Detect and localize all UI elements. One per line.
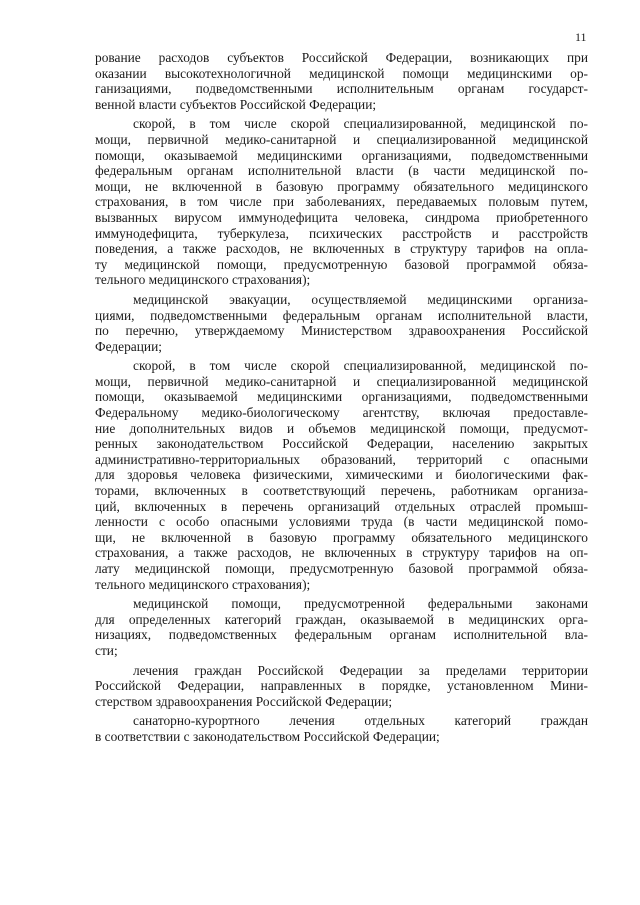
text-line: венной власти субъектов Российской Федерации; — [95, 96, 377, 112]
text-line: медицинской помощи, предусмотренной федеральными законами — [133, 596, 588, 612]
text-line: мощи, первичной медико-санитарной и специализированной медицинской — [95, 373, 588, 389]
text-line: ганизациями, подведомственными исполнительным органам государст- — [95, 81, 588, 97]
text-line: помощи, оказываемой медицинскими организациями, подведомственными — [95, 389, 588, 405]
text-line: циями, подведомственными федеральным органам исполнительной власти, — [95, 307, 588, 323]
text-line: санаторно-курортного лечения отдельных категорий граждан — [133, 713, 588, 729]
text-line: федеральным органам исполнительной власти (в части медицинской по- — [95, 163, 588, 179]
text-line: в соответствии с законодательством Российской Федерации; — [95, 728, 440, 744]
paragraph-emergency-fmba — [95, 358, 588, 592]
text-line: оказании высокотехнологичной медицинской помощи медицинскими ор- — [95, 65, 588, 81]
text-line: по перечню, утверждаемому Министерством здравоохранения Российской — [95, 323, 588, 339]
text-line: торами, включенных в соответствующий перечень, работникам организа- — [95, 483, 588, 499]
text-line: лечения граждан Российской Федерации за пределами территории — [133, 662, 588, 678]
text-line: стерством здравоохранения Российской Федерации; — [95, 693, 393, 709]
text-line: ленности с особо опасными условиями труда (в части медицинской помо- — [95, 514, 588, 530]
paragraph-medical-evacuation — [95, 292, 588, 354]
text-line: административно-территориальных образований, территорий с опасными — [95, 451, 588, 467]
text-line: рование расходов субъектов Российской Федерации, возникающих при — [95, 50, 588, 65]
text-line: поведения, а также расходов, не включенных в структуру тарифов на опла- — [95, 241, 588, 257]
text-line: помощи, оказываемой медицинскими организациями, подведомственными — [95, 147, 588, 163]
paragraph-federal-laws-categories — [95, 596, 588, 658]
text-line: сти; — [95, 642, 118, 658]
text-line: тельного медицинского страхования); — [95, 576, 311, 592]
text-line: мощи, первичной медико-санитарной и специализированной медицинской — [95, 131, 588, 147]
text-line: лату медицинской помощи, предусмотренную базовой программой обяза- — [95, 561, 588, 576]
paragraph-financing-continuation — [95, 50, 588, 112]
page-number: 11 — [575, 30, 587, 44]
document-body — [95, 50, 588, 749]
text-line: медицинской эвакуации, осуществляемой медицинскими организа- — [133, 291, 588, 307]
text-line: низациях, подведомственных федеральным органам исполнительной вла- — [95, 627, 588, 643]
text-line: иммунодефицита, туберкулеза, психических расстройств и расстройств — [95, 225, 588, 241]
text-line: щи, не включенной в базовую программу обязательного медицинского — [95, 529, 588, 545]
paragraph-treatment-abroad — [95, 663, 588, 710]
text-line: ренных законодательством Российской Федерации, населению закрытых — [95, 436, 588, 452]
paragraph-sanatorium-treatment — [95, 713, 588, 744]
text-line: для определенных категорий граждан, оказываемой в медицинских орга- — [95, 611, 588, 627]
text-line: страхования, а также расходов, не включенных в структуру тарифов на оп- — [95, 545, 588, 561]
text-line: ций, включенных в перечень организаций отдельных отраслей промыш- — [95, 498, 588, 514]
text-line: вызванных вирусом иммунодефицита человека, синдрома приобретенного — [95, 209, 588, 225]
text-line: скорой, в том числе скорой специализированной, медицинской по- — [133, 358, 588, 374]
text-line: Российской Федерации, направленных в порядке, установленном Мини- — [95, 678, 588, 694]
paragraph-emergency-federal — [95, 116, 588, 288]
text-line: мощи, не включенной в базовую программу обязательного медицинского — [95, 178, 588, 194]
text-line: ту медицинской помощи, предусмотренную базовой программой обяза- — [95, 256, 588, 272]
text-line: Федеральному медико-биологическому агентству, включая предоставле- — [95, 405, 588, 421]
text-line: для здоровья человека физическими, химическими и биологическими фак- — [95, 467, 588, 483]
text-line: тельного медицинского страхования); — [95, 272, 311, 288]
text-line: Федерации; — [95, 338, 162, 354]
text-line: скорой, в том числе скорой специализированной, медицинской по- — [133, 116, 588, 132]
text-line: страхования, в том числе при заболеваниях, передаваемых половым путем, — [95, 194, 588, 210]
text-line: ние дополнительных видов и объемов медицинской помощи, предусмот- — [95, 420, 588, 436]
